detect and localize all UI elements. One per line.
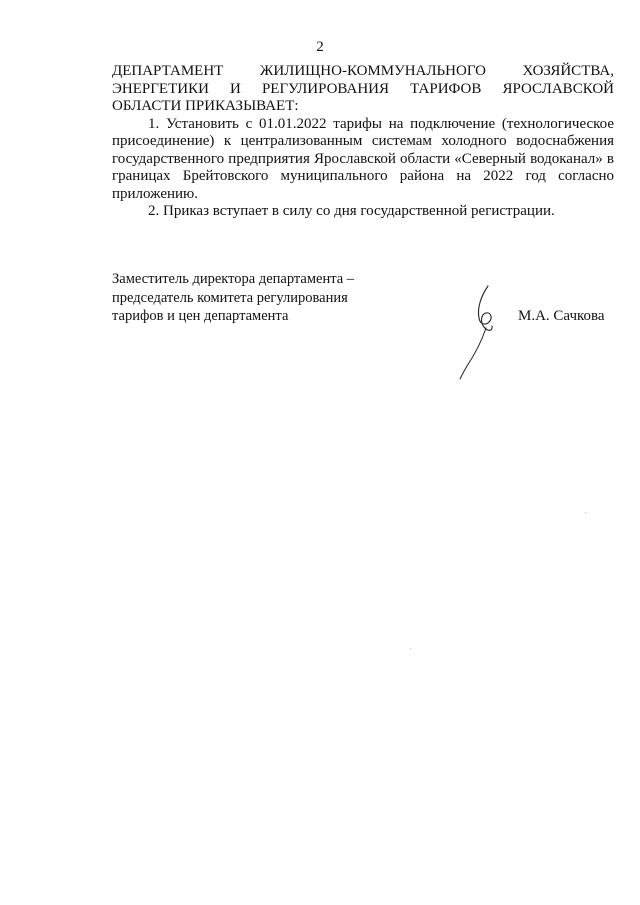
signer-position-line-1: Заместитель директора департамента – <box>112 271 355 287</box>
signer-name: М.А. Сачкова <box>518 308 605 324</box>
order-preamble: ДЕПАРТАМЕНТ ЖИЛИЩНО-КОММУНАЛЬНОГО ХОЗЯЙСТВА, ЭНЕРГЕТИКИ И РЕГУЛИРОВАНИЯ ТАРИФОВ ЯРОСЛАВСКОЙ ОБЛАСТИ ПРИКАЗЫВАЕТ: <box>112 63 614 114</box>
signer-position-line-2: председатель комитета регулирования <box>112 289 348 306</box>
order-content <box>112 63 614 221</box>
scan-speck <box>410 648 411 649</box>
order-item-1: 1. Установить с 01.01.2022 тарифы на подключение (технологическое присоединение) к централизованным системам холодного водоснабжения государственного предприятия Ярославской области «Северный водоканал» в границах Брейтовского муниципального района на 2022 год согласно приложению. <box>112 115 614 202</box>
handwritten-signature <box>455 282 515 382</box>
signer-position <box>112 270 412 326</box>
page-number: 2 <box>316 39 324 55</box>
signer-position-line-3: тарифов и цен департамента <box>112 308 289 324</box>
scan-speck <box>585 512 586 513</box>
order-item-2: 2. Приказ вступает в силу со дня государственной регистрации. <box>148 203 555 219</box>
